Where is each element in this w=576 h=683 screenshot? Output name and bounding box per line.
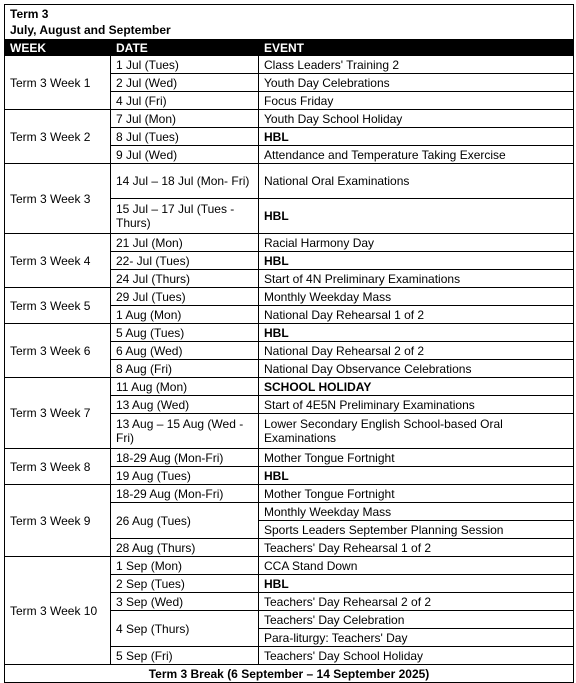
week-label: Term 3 Week 8 (5, 449, 111, 485)
date-cell: 29 Jul (Tues) (111, 288, 259, 306)
date-cell: 15 Jul – 17 Jul (Tues - Thurs) (111, 199, 259, 234)
date-cell: 4 Sep (Thurs) (111, 611, 259, 647)
week-label: Term 3 Week 4 (5, 234, 111, 288)
date-cell: 28 Aug (Thurs) (111, 539, 259, 557)
date-cell: 13 Aug (Wed) (111, 396, 259, 414)
week-label: Term 3 Week 7 (5, 378, 111, 449)
table-row (5, 288, 574, 306)
event-cell: Lower Secondary English School-based Oral Examinations (259, 414, 574, 449)
event-cell: Monthly Weekday Mass (259, 288, 574, 306)
date-cell: 5 Sep (Fri) (111, 647, 259, 665)
date-cell: 19 Aug (Tues) (111, 467, 259, 485)
table-row (5, 378, 574, 396)
date-cell: 13 Aug – 15 Aug (Wed - Fri) (111, 414, 259, 449)
week-label: Term 3 Week 10 (5, 557, 111, 665)
event-cell: HBL (259, 252, 574, 270)
week-label: Term 3 Week 3 (5, 164, 111, 234)
week-label: Term 3 Week 1 (5, 56, 111, 110)
footer-row (5, 665, 574, 683)
date-cell: 18-29 Aug (Mon-Fri) (111, 485, 259, 503)
event-cell: Sports Leaders September Planning Session (259, 521, 574, 539)
event-cell: Start of 4E5N Preliminary Examinations (259, 396, 574, 414)
week-label: Term 3 Week 2 (5, 110, 111, 164)
date-cell: 11 Aug (Mon) (111, 378, 259, 396)
term-title: Term 3 (10, 7, 49, 21)
week-column-header: WEEK (5, 40, 111, 56)
table-row (5, 557, 574, 575)
event-cell: CCA Stand Down (259, 557, 574, 575)
event-cell: SCHOOL HOLIDAY (259, 378, 574, 396)
event-cell: National Day Rehearsal 1 of 2 (259, 306, 574, 324)
title-row (5, 5, 574, 40)
date-cell: 3 Sep (Wed) (111, 593, 259, 611)
event-cell: Teachers' Day School Holiday (259, 647, 574, 665)
event-cell: Teachers' Day Rehearsal 1 of 2 (259, 539, 574, 557)
event-cell: HBL (259, 575, 574, 593)
event-cell: Youth Day Celebrations (259, 74, 574, 92)
event-cell: HBL (259, 128, 574, 146)
header-row (5, 40, 574, 56)
date-cell: 22- Jul (Tues) (111, 252, 259, 270)
date-cell: 1 Aug (Mon) (111, 306, 259, 324)
table-row (5, 234, 574, 252)
event-cell: National Day Rehearsal 2 of 2 (259, 342, 574, 360)
date-cell: 8 Jul (Tues) (111, 128, 259, 146)
date-cell: 8 Aug (Fri) (111, 360, 259, 378)
title-cell (5, 5, 574, 40)
event-cell: National Day Observance Celebrations (259, 360, 574, 378)
date-cell: 5 Aug (Tues) (111, 324, 259, 342)
table-row (5, 110, 574, 128)
date-cell: 9 Jul (Wed) (111, 146, 259, 164)
event-cell: Focus Friday (259, 92, 574, 110)
date-cell: 2 Sep (Tues) (111, 575, 259, 593)
date-cell: 7 Jul (Mon) (111, 110, 259, 128)
date-cell: 21 Jul (Mon) (111, 234, 259, 252)
date-cell: 18-29 Aug (Mon-Fri) (111, 449, 259, 467)
date-cell: 2 Jul (Wed) (111, 74, 259, 92)
date-column-header: DATE (111, 40, 259, 56)
table-row (5, 324, 574, 342)
event-cell: Teachers' Day Rehearsal 2 of 2 (259, 593, 574, 611)
event-cell: Class Leaders' Training 2 (259, 56, 574, 74)
table-row (5, 164, 574, 199)
date-cell: 1 Sep (Mon) (111, 557, 259, 575)
months-subtitle: July, August and September (10, 23, 171, 37)
event-cell: Start of 4N Preliminary Examinations (259, 270, 574, 288)
event-cell: HBL (259, 199, 574, 234)
week-label: Term 3 Week 9 (5, 485, 111, 557)
event-cell: Monthly Weekday Mass (259, 503, 574, 521)
date-cell: 4 Jul (Fri) (111, 92, 259, 110)
event-cell: Para-liturgy: Teachers' Day (259, 629, 574, 647)
event-cell: National Oral Examinations (259, 164, 574, 199)
table-row (5, 485, 574, 503)
event-column-header: EVENT (259, 40, 574, 56)
week-label: Term 3 Week 5 (5, 288, 111, 324)
date-cell: 6 Aug (Wed) (111, 342, 259, 360)
term-3-calendar-table (4, 4, 574, 683)
date-cell: 1 Jul (Tues) (111, 56, 259, 74)
event-cell: HBL (259, 467, 574, 485)
date-cell: 14 Jul – 18 Jul (Mon- Fri) (111, 164, 259, 199)
table-row (5, 449, 574, 467)
week-label: Term 3 Week 6 (5, 324, 111, 378)
event-cell: Attendance and Temperature Taking Exercise (259, 146, 574, 164)
event-cell: Teachers' Day Celebration (259, 611, 574, 629)
date-cell: 26 Aug (Tues) (111, 503, 259, 539)
event-cell: HBL (259, 324, 574, 342)
event-cell: Racial Harmony Day (259, 234, 574, 252)
event-cell: Mother Tongue Fortnight (259, 485, 574, 503)
event-cell: Mother Tongue Fortnight (259, 449, 574, 467)
date-cell: 24 Jul (Thurs) (111, 270, 259, 288)
term-break-note: Term 3 Break (6 September – 14 September 2025) (5, 665, 574, 683)
event-cell: Youth Day School Holiday (259, 110, 574, 128)
table-row (5, 56, 574, 74)
